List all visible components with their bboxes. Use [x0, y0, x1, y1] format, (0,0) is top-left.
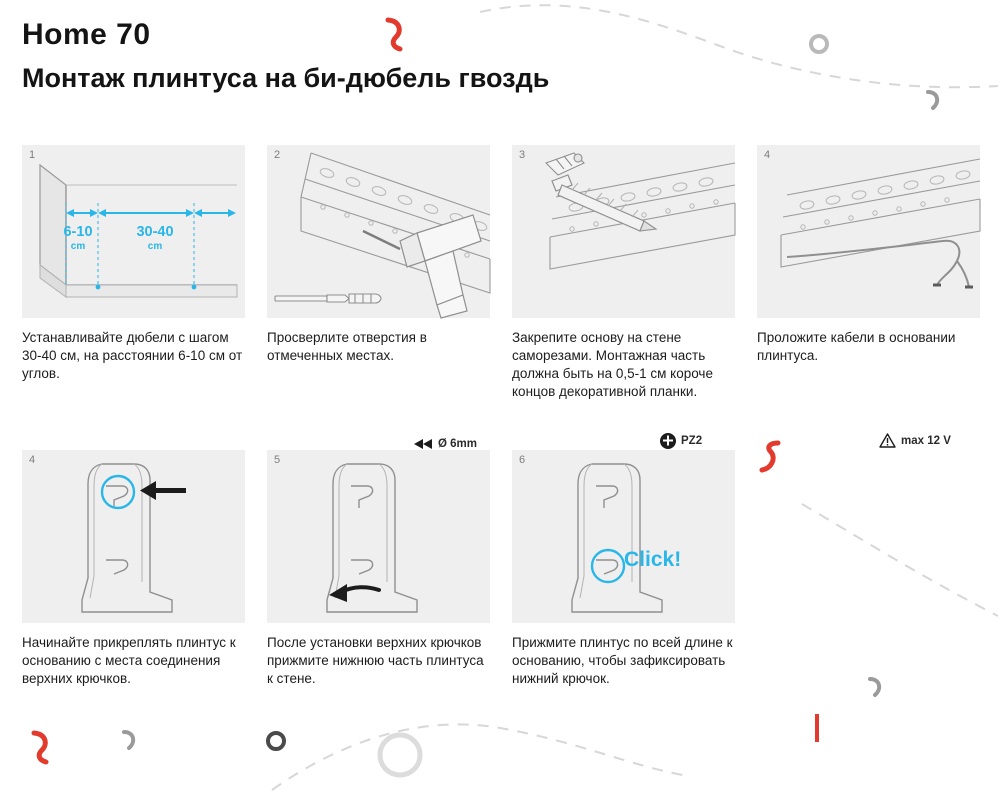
doodle-ring-large — [375, 730, 425, 780]
steps-row-2 — [22, 450, 735, 688]
step-7-illustration — [512, 450, 735, 623]
step-4-badge — [879, 433, 951, 448]
step-5-illustration — [22, 450, 245, 623]
left-measure-unit: cm — [70, 240, 86, 252]
click-label: Click! — [624, 548, 682, 571]
step-1-left-measure — [50, 225, 106, 252]
step-2 — [267, 145, 490, 450]
step-4-caption: Проложите кабели в основании плинтуса. — [757, 330, 956, 363]
step-1-right-measure — [116, 225, 194, 252]
drill-bit-and-dowel-icons — [271, 283, 411, 315]
step-1-illustration — [22, 145, 245, 318]
dashed-swoosh-bottom — [270, 700, 690, 800]
doodle-red-worm-mid — [758, 440, 786, 476]
left-measure-value: 6-10 — [63, 224, 93, 240]
step-6-number: 5 — [274, 454, 281, 466]
step-7-click — [512, 450, 735, 688]
doodle-red-worm-bottom — [30, 730, 56, 766]
step-7-number: 6 — [519, 454, 526, 466]
doodle-hook-b — [120, 728, 140, 756]
step-4-cable — [757, 145, 980, 447]
step-3-badge-label: PZ2 — [681, 435, 703, 447]
step-4-number: 4 — [764, 149, 771, 161]
step-2-caption: Просверлите отверстия в отмеченных местах. — [267, 330, 427, 363]
brand-title: Hоme 70 — [22, 18, 151, 51]
right-measure-value: 30-40 — [136, 224, 174, 240]
step-2-number: 2 — [274, 149, 281, 161]
right-measure-unit: cm — [147, 240, 163, 252]
drill-diameter-icon — [413, 437, 433, 451]
pz2-bit-icon — [660, 433, 676, 449]
warning-icon — [879, 433, 896, 448]
steps-row-1 — [22, 145, 980, 450]
page-title: Монтаж плинтуса на би-дюбель гвоздь — [22, 63, 550, 93]
step-3 — [512, 145, 735, 447]
doodle-ring-small-b — [265, 730, 287, 752]
step-3-number: 3 — [519, 149, 526, 161]
baseboard-profile-press-drawing — [267, 450, 490, 623]
page-header — [22, 18, 922, 94]
cable-in-baseboard-drawing — [757, 145, 980, 318]
step-4-badge-label: max 12 V — [901, 434, 951, 447]
baseboard-profile-drawing — [22, 450, 245, 623]
step-1 — [22, 145, 245, 401]
doodle-hook-a — [924, 88, 944, 116]
step-1-caption: Устанавливайте дюбели с шагом 30-40 см, на расстоянии 6-10 см от углов. — [22, 330, 243, 381]
dashed-swoosh-right — [800, 498, 1000, 678]
doodle-red-bar — [812, 712, 822, 744]
step-2-badge-label: Ø 6mm — [438, 438, 477, 450]
step-3-caption: Закрепите основу на стене саморезами. Монтажная часть должна быть на 0,5-1 см короче концов декоративной планки. — [512, 330, 713, 399]
step-1-number: 1 — [29, 149, 36, 161]
screw-into-rail-drawing — [512, 145, 735, 318]
step-5-number: 4 — [29, 454, 36, 466]
step-5-attach-top — [22, 450, 245, 688]
step-7-caption: Прижмите плинтус по всей длине к основанию, чтобы зафиксировать нижний крючок. — [512, 635, 733, 686]
baseboard-profile-click-drawing — [512, 450, 735, 623]
step-2-badge — [413, 437, 477, 451]
step-5-caption: Начинайте прикреплять плинтус к основанию с места соединения верхних крючков. — [22, 635, 236, 686]
step-6-press-bottom — [267, 450, 490, 688]
step-3-badge — [660, 433, 702, 449]
step-6-illustration — [267, 450, 490, 623]
doodle-hook-c — [866, 675, 886, 703]
step-6-caption: После установки верхних крючков прижмите нижнюю часть плинтуса к стене. — [267, 635, 484, 686]
